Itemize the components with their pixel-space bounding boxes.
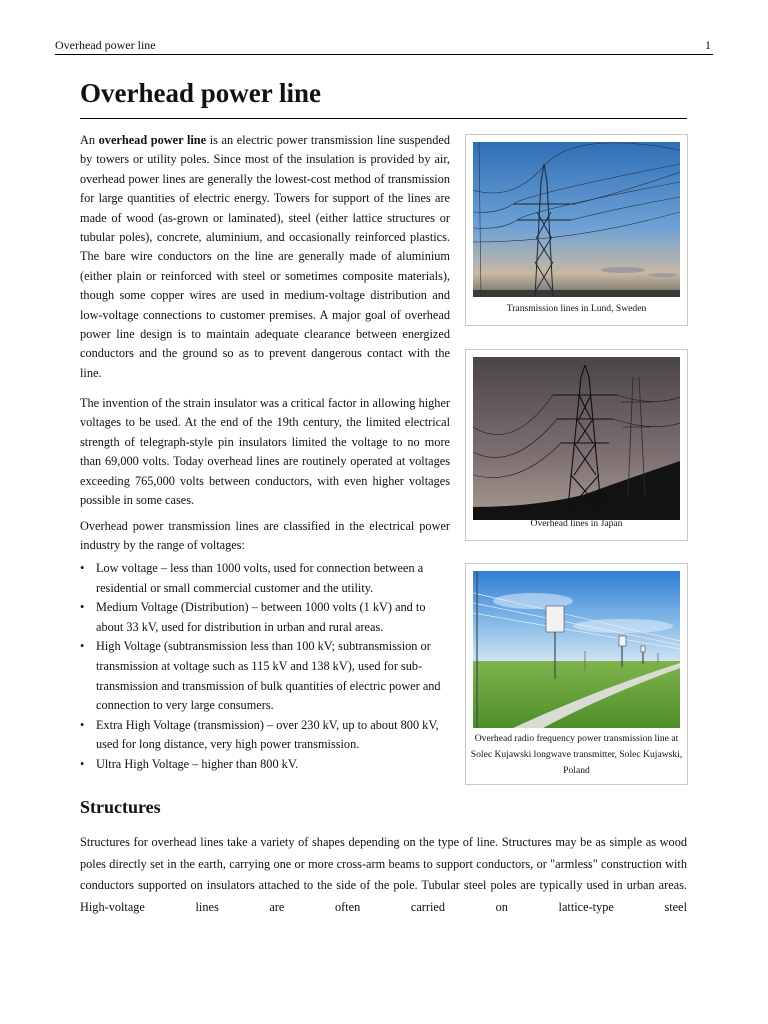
structures-paragraph: Structures for overhead lines take a variety of shapes depending on the type of line. Structures may be as simple as wood poles directly set in the earth, carrying one or more cross-arm beams to support conductors, or "armless" construction with conductors supported on insulators attached to the side of the pole. Tubular steel poles are typically used in urban areas. High-voltage lines are often carried on lattice-type steel	[80, 835, 687, 914]
paragraph-2-text: The invention of the strain insulator was a critical factor in allowing higher voltages to be used. At the end of the 19th century, the limited electrical strength of telegraph-style pin insulators limited the voltage to no more than 69,000 volts. Today overhead lines are routinely operated at voltages exceeding 765,000 volts between conductors, with even higher voltages possible in some cases.	[80, 396, 450, 508]
figure-japan-overhead-lines	[465, 349, 688, 541]
title-divider	[80, 118, 687, 119]
list-item-text: Low voltage – less than 1000 volts, used for connection between a residential or small commercial customer and the utility.	[96, 561, 424, 595]
running-header	[55, 37, 713, 55]
photo-rf-transmission-line-field	[473, 571, 680, 728]
intro-paragraph	[80, 131, 450, 383]
page-number: 1	[705, 38, 711, 52]
list-item-text: Extra High Voltage (transmission) – over 230 kV, up to about 800 kV, used for long distance, very high power transmission.	[96, 717, 439, 752]
list-item	[80, 559, 450, 598]
intro-lead: An	[80, 133, 99, 147]
list-item-text: Ultra High Voltage – higher than 800 kV.	[96, 756, 299, 771]
paragraph-3-text: Overhead power transmission lines are classified in the electrical power industry by the range of voltages:	[80, 519, 450, 553]
intro-rest: is an electric power transmission line suspended by towers or utility poles. Since most of the insulation is provided by air, overhead power lines are generally the lowest-cost method of transmission for large quantities of electric energy. Towers for support of the lines are made of wood (as-grown or laminated), steel (either lattice structures or tubular poles), concrete, aluminium, and occasionally reinforced plastics. The bare wire conductors on the line are generally made of aluminium (either plain or reinforced with steel or sometimes composite materials), though some copper wires are used in medium-voltage distribution and low-voltage connections to customer premises. A major goal of overhead power line design is to maintain adequate clearance between energized conductors and the ground so as to prevent dangerous contact with the line.	[80, 133, 450, 380]
figure-caption: Overhead lines in Japan	[530, 518, 623, 529]
figure-solec-kujawski-line	[465, 563, 688, 785]
list-item-text: High Voltage (subtransmission less than 100 kV; subtransmission or transmission at voltage such as 115 kV and 138 kV), used for sub-transmission and transmission of bulk quantities of electric power and connection to very large consumers.	[96, 639, 441, 713]
bullet-glyph: •	[80, 639, 85, 654]
list-item	[80, 598, 450, 637]
bullet-glyph: •	[80, 756, 85, 771]
page-title: Overhead power line	[80, 78, 321, 108]
figure-caption: Transmission lines in Lund, Sweden	[506, 303, 647, 314]
photo-overhead-lines-dusk	[473, 357, 680, 520]
bullet-glyph: •	[80, 717, 85, 732]
intro-bold-term: overhead power line	[98, 133, 207, 147]
figure-lund-transmission-lines	[465, 134, 688, 326]
voltage-class-list	[80, 559, 450, 775]
running-header-title: Overhead power line	[55, 38, 156, 52]
strain-insulator-paragraph	[80, 394, 450, 510]
bullet-glyph: •	[80, 561, 85, 575]
list-item	[80, 637, 450, 715]
bullet-glyph: •	[80, 600, 85, 615]
list-item-text: Medium Voltage (Distribution) – between 1000 volts (1 kV) and to about 33 kV, used for distribution in urban and rural areas.	[96, 600, 426, 634]
section-heading-structures: Structures	[80, 797, 161, 817]
photo-transmission-tower-sky	[473, 142, 680, 297]
list-item	[80, 716, 450, 755]
list-item	[80, 755, 450, 775]
classification-paragraph	[80, 517, 450, 556]
figure-caption: Overhead radio frequency power transmission line at Solec Kujawski longwave transmitter, Solec Kujawski, Poland	[470, 733, 683, 776]
